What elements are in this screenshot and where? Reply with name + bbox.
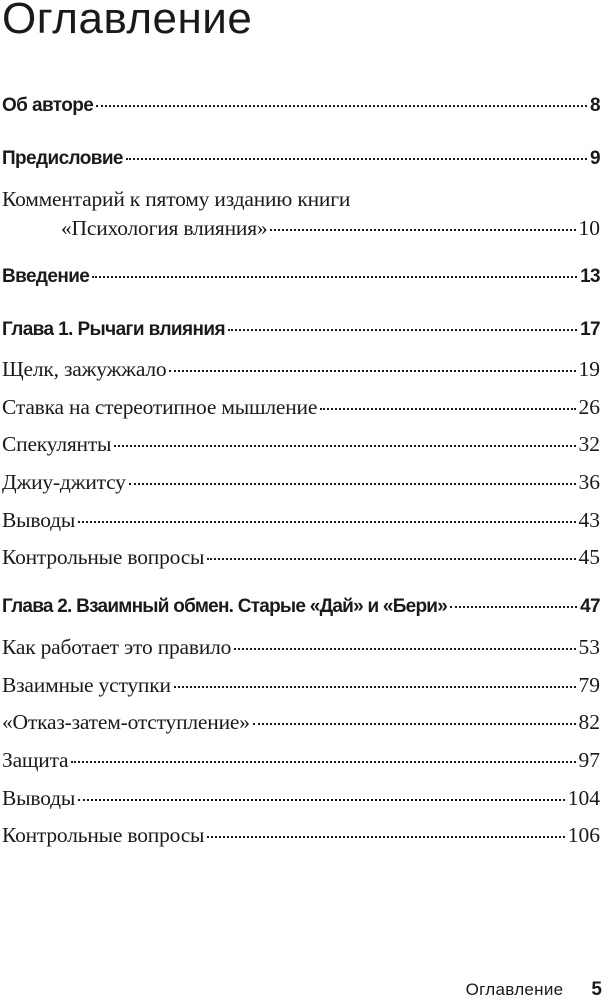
dot-leader [207,558,575,560]
toc-entry-jiu-jitsu[interactable] [2,470,600,495]
toc-entry-preface[interactable] [2,148,600,170]
toc-entry-page: 104 [567,786,600,810]
toc-entry-label: Защита [2,748,69,772]
toc-entry-page: 26 [578,395,600,419]
dot-leader [78,799,565,801]
toc-entry-page: 47 [580,596,600,617]
toc-entry-page: 45 [578,545,600,569]
toc-entry-label: Спекулянты [2,432,112,456]
page-title: Оглавление [2,0,253,43]
dot-leader [92,276,577,278]
toc-entry-commentary[interactable] [2,216,600,241]
toc-entry-label: Выводы [2,786,76,810]
toc-entry-questions-1[interactable] [2,545,600,570]
dot-leader [228,329,577,331]
toc-entry-concessions[interactable] [2,673,600,698]
toc-entry-label: Глава 1. Рычаги влияния [2,319,225,340]
toc-entry-introduction[interactable] [2,266,600,288]
toc-entry-page: 10 [578,216,600,240]
dot-leader [96,105,587,107]
toc-entry-label: Взаимные уступки [2,673,171,697]
toc-entry-how-it-works[interactable] [2,635,600,660]
toc-entry-page: 97 [578,748,600,772]
toc-entry-conclusions-2[interactable] [2,786,600,811]
running-footer-title: Оглавление [465,980,564,999]
toc-entry-label: Предисловие [2,148,123,169]
toc-entry-label: Ставка на стереотипное мышление [2,395,318,419]
toc-entry-label: Глава 2. Взаимный обмен. Старые «Дай» и «Бери» [2,596,448,617]
toc-entry-page: 79 [578,673,600,697]
dot-leader [126,158,587,160]
toc-entry-label: «Психология влияния» [61,216,268,240]
toc-entry-stereotype[interactable] [2,395,600,420]
toc-entry-label: Об авторе [2,95,94,116]
dot-leader [234,648,575,650]
toc-entry-page: 53 [578,635,600,659]
toc-entry-page: 106 [567,823,600,847]
toc-entry-page: 9 [590,148,600,169]
toc-entry-label: «Отказ-затем-отступление» [2,710,250,734]
dot-leader [129,483,576,485]
toc-entry-label: Джиу-джитсу [2,470,126,494]
dot-leader [71,761,575,763]
dot-leader [450,606,577,608]
toc-entry-page: 36 [578,470,600,494]
toc-entry-label: Как работает это правило [2,635,232,659]
toc-entry-page: 17 [580,319,600,340]
toc-entry-defense[interactable] [2,748,600,773]
dot-leader [169,370,575,372]
toc-entry-label: Введение [2,266,90,287]
dot-leader [174,686,576,688]
toc-entry-label: Щелк, зажужжало [2,357,167,381]
toc-entry-chapter-2[interactable] [2,596,600,618]
dot-leader [320,408,575,410]
toc-entry-speculators[interactable] [2,432,600,457]
toc-entry-page: 32 [578,432,600,456]
toc-entry-questions-2[interactable] [2,823,600,848]
dot-leader [253,723,576,725]
dot-leader [270,229,575,231]
toc-entry-click-whirr[interactable] [2,357,600,382]
toc-entry-conclusions-1[interactable] [2,508,600,533]
toc-entry-page: 43 [578,508,600,532]
toc-entry-page: 8 [590,95,600,116]
toc-entry-page: 82 [578,710,600,734]
page-number: 5 [591,979,602,1000]
toc-entry-page: 13 [580,266,600,287]
toc-entry-label: Выводы [2,508,76,532]
page-footer [466,979,602,1001]
toc-entry-chapter-1[interactable] [2,319,600,341]
toc-entry-page: 19 [578,357,600,381]
toc-entry-rejection-retreat[interactable] [2,710,600,735]
toc-entry-about-author[interactable] [2,95,600,117]
dot-leader [114,445,575,447]
toc-entry-label-continued: Комментарий к пятому изданию книги [2,187,351,211]
dot-leader [207,836,564,838]
toc-entry-label: Контрольные вопросы [2,545,205,569]
toc-entry-label: Контрольные вопросы [2,823,205,847]
dot-leader [78,521,575,523]
